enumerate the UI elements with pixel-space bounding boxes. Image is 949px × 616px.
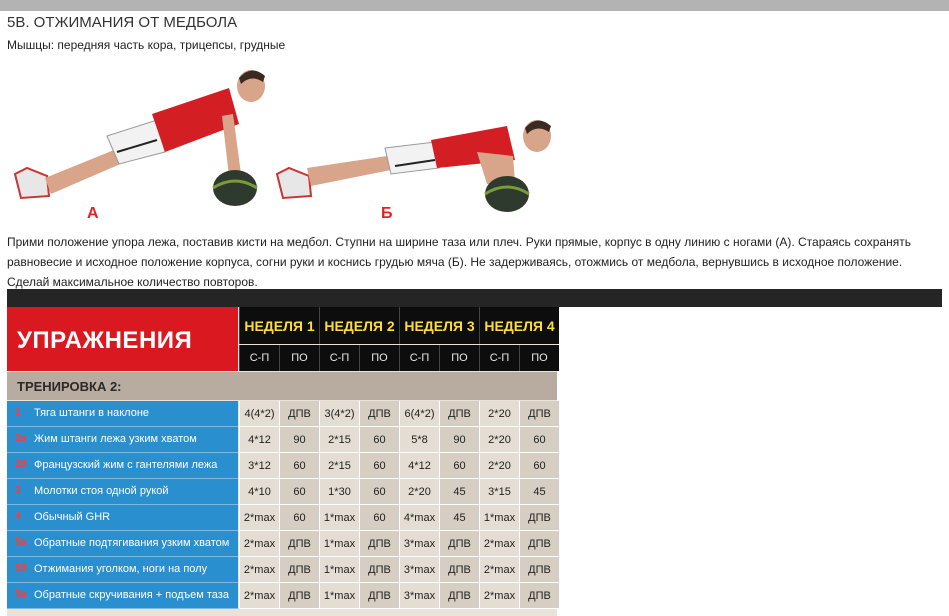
value-cell: 2*max (479, 583, 519, 609)
value-cell: 60 (359, 453, 399, 479)
value-cell: ДПВ (519, 557, 559, 583)
muscles-line: Мышцы: передняя часть кора, трицепсы, грудные (7, 38, 286, 52)
value-cell: 2*20 (479, 401, 519, 427)
value-cell: 60 (519, 453, 559, 479)
table-row (7, 531, 557, 557)
exercise-name: Отжимания уголком, ноги на полу (34, 563, 208, 575)
value-cell: 3*15 (479, 479, 519, 505)
exercise-cell (7, 479, 238, 505)
exercise-number: 3 (15, 485, 21, 496)
exercise-cell (7, 401, 238, 427)
figure-a (15, 70, 265, 206)
value-cell: 90 (279, 427, 319, 453)
value-cell: 1*max (319, 557, 359, 583)
value-cell: ДПВ (359, 531, 399, 557)
sub-header-po: ПО (439, 345, 479, 371)
exercise-cell (7, 557, 238, 583)
exercise-cell (7, 531, 238, 557)
table-row (7, 583, 557, 609)
value-cell: 2*max (479, 557, 519, 583)
value-cell: ДПВ (359, 401, 399, 427)
exercise-name: Молотки стоя одной рукой (34, 485, 169, 497)
table-row (7, 479, 557, 505)
exercise-number: 5в (15, 589, 27, 600)
value-cell: ДПВ (359, 557, 399, 583)
value-cell: 60 (439, 453, 479, 479)
value-cell: ДПВ (439, 531, 479, 557)
exercise-number: 5а (15, 537, 27, 548)
training-table (7, 307, 557, 616)
exercise-number: 2б (15, 459, 27, 470)
value-cell: 2*20 (479, 453, 519, 479)
exercise-name: Обратные подтягивания узким хватом (34, 537, 230, 549)
value-cell: 3*max (399, 531, 439, 557)
value-cell: 4*12 (399, 453, 439, 479)
value-cell: 45 (439, 479, 479, 505)
exercise-cell (7, 453, 238, 479)
value-cell: 3*12 (239, 453, 279, 479)
value-cell: 2*max (239, 505, 279, 531)
value-cell: 60 (279, 505, 319, 531)
table-title-cell (7, 307, 238, 371)
exercise-number: 4 (15, 511, 21, 522)
value-cell: 2*max (239, 583, 279, 609)
table-row (7, 453, 557, 479)
sub-header-sp: С-П (399, 345, 439, 371)
sub-header-po: ПО (359, 345, 399, 371)
value-cell: ДПВ (279, 401, 319, 427)
value-cell: 1*max (479, 505, 519, 531)
label-b: Б (381, 205, 393, 222)
week-header: НЕДЕЛЯ 2 (319, 307, 399, 344)
exercise-cell (7, 505, 238, 531)
top-divider-bar (0, 0, 949, 11)
value-cell: 45 (519, 479, 559, 505)
value-cell: 3(4*2) (319, 401, 359, 427)
value-cell: 1*max (319, 531, 359, 557)
table-row (7, 427, 557, 453)
exercise-number: 5б (15, 563, 27, 574)
value-cell: ДПВ (279, 531, 319, 557)
value-cell: 4(4*2) (239, 401, 279, 427)
exercise-name: Жим штанги лежа узким хватом (34, 433, 197, 445)
value-cell: 6(4*2) (399, 401, 439, 427)
table-title: УПРАЖНЕНИЯ (17, 327, 193, 354)
exercise-name: Обратные скручивания + подъем таза (34, 589, 229, 601)
sub-header-po: ПО (519, 345, 559, 371)
value-cell: ДПВ (439, 401, 479, 427)
value-cell: 4*12 (239, 427, 279, 453)
value-cell: ДПВ (439, 583, 479, 609)
sub-header-sp: С-П (319, 345, 359, 371)
week-header: НЕДЕЛЯ 3 (399, 307, 479, 344)
value-cell: ДПВ (519, 531, 559, 557)
value-cell: 60 (359, 505, 399, 531)
value-cell: 2*20 (479, 427, 519, 453)
value-cell: 3*max (399, 557, 439, 583)
value-cell: 90 (439, 427, 479, 453)
value-cell: 1*max (319, 583, 359, 609)
figure-b (277, 120, 551, 212)
value-cell: 2*max (479, 531, 519, 557)
value-cell: 60 (279, 479, 319, 505)
value-cell: 4*max (399, 505, 439, 531)
exercise-title: 5В. ОТЖИМАНИЯ ОТ МЕДБОЛА (7, 14, 238, 31)
value-cell: ДПВ (439, 557, 479, 583)
exercise-number: 2а (15, 433, 27, 444)
exercise-cell (7, 583, 238, 609)
value-cell: ДПВ (519, 401, 559, 427)
value-cell: 5*8 (399, 427, 439, 453)
value-cell: 1*max (319, 505, 359, 531)
exercise-number: 1 (15, 407, 21, 418)
value-cell: ДПВ (519, 505, 559, 531)
value-cell: 60 (359, 427, 399, 453)
section-label: ТРЕНИРОВКА 2: (17, 379, 122, 394)
section-row (7, 372, 557, 400)
value-cell: 60 (359, 479, 399, 505)
week-header: НЕДЕЛЯ 1 (239, 307, 319, 344)
sub-header-sp: С-П (479, 345, 519, 371)
exercise-description: Прими положение упора лежа, поставив кисти на медбол. Ступни на ширине таза или плеч. Руки прямые, корпус в одну линию с ногами (А). Стараясь сохранять равновесие и исходное положение корпуса, согни руки и коснись грудью мяча (Б). Не задерживаясь, отожмись от медбола, вернувшись в исходное положение. Сделай максимальное количество повторов. (7, 235, 912, 289)
value-cell: 4*10 (239, 479, 279, 505)
table-row (7, 505, 557, 531)
sub-header-sp: С-П (239, 345, 279, 371)
value-cell: 2*15 (319, 453, 359, 479)
value-cell: 2*max (239, 557, 279, 583)
value-cell: ДПВ (359, 583, 399, 609)
exercise-name: Французский жим с гантелями лежа (34, 459, 218, 471)
value-cell: 2*15 (319, 427, 359, 453)
value-cell: ДПВ (279, 557, 319, 583)
exercise-name: Тяга штанги в наклоне (34, 407, 150, 419)
value-cell: 3*max (399, 583, 439, 609)
exercise-photo (7, 56, 560, 226)
value-cell: ДПВ (519, 583, 559, 609)
label-a: А (87, 205, 99, 222)
value-cell: ДПВ (279, 583, 319, 609)
value-cell: 2*20 (399, 479, 439, 505)
value-cell: 60 (279, 453, 319, 479)
value-cell: 2*max (239, 531, 279, 557)
exercise-name: Обычный GHR (34, 511, 111, 523)
value-cell: 1*30 (319, 479, 359, 505)
dark-divider-bar (7, 289, 942, 307)
table-row (7, 401, 557, 427)
value-cell: 45 (439, 505, 479, 531)
exercise-cell (7, 427, 238, 453)
week-header: НЕДЕЛЯ 4 (479, 307, 559, 344)
table-row (7, 557, 557, 583)
sub-header-po: ПО (279, 345, 319, 371)
value-cell: 60 (519, 427, 559, 453)
